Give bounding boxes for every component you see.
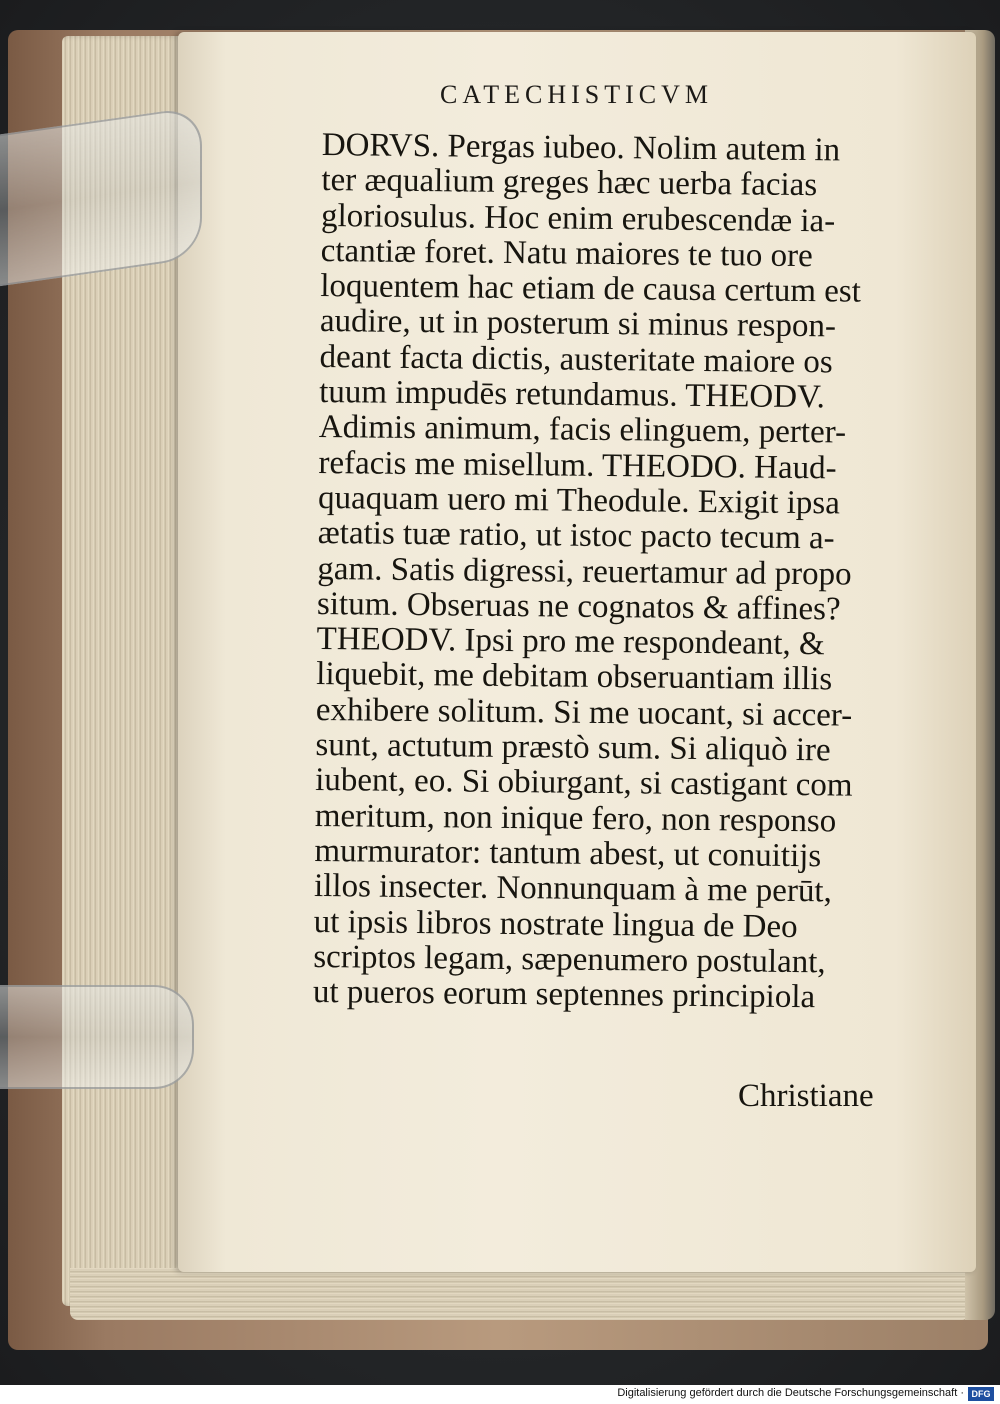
text-line: scriptos legam, sæpenumero postulant, <box>313 938 826 981</box>
text-line: ætatis tuæ ratio, ut istoc pacto tecum a- <box>317 515 835 557</box>
text-line: gam. Satis digressi, reuertamur ad propo <box>317 550 852 593</box>
text-line: illos insecter. Nonnunquam à me perūt, <box>313 868 833 910</box>
text-line: refacis me misellum. THEODO. Haud- <box>318 444 837 487</box>
text-line: ut ipsis libros nostrate lingua de Deo <box>313 903 798 945</box>
text-line: murmurator: tantum abest, ut conuitijs <box>314 832 822 875</box>
catchword: Christiane <box>738 1078 874 1114</box>
text-line: liquebit, me debitam obseruantiam illis <box>316 656 833 698</box>
body-text <box>313 128 942 1017</box>
text-line: ctantiæ foret. Natu maiores te tuo ore <box>320 232 813 275</box>
text-line: DORVS. Pergas iubeo. Nolim autem in <box>321 127 841 169</box>
running-head: CATECHISTICVM <box>440 80 714 109</box>
text-line: situm. Obseruas ne cognatos & affines? <box>316 585 841 628</box>
text-line: sunt, actutum præstò sum. Si aliquò ire <box>315 727 831 769</box>
text-line: meritum, non inique fero, non responso <box>314 797 837 840</box>
dfg-logo: DFG <box>968 1387 994 1401</box>
text-line: quaquam uero mi Theodule. Exigit ipsa <box>317 479 841 522</box>
text-line: iubent, eo. Si obiurgant, si castigant com <box>314 762 853 804</box>
plastic-clip-bottom <box>0 985 194 1089</box>
text-line: gloriosulus. Hoc enim erubescendæ ia- <box>320 197 836 239</box>
text-line: ter æqualium greges hæc uerba facias <box>321 162 818 204</box>
text-line: deant facta dictis, austeritate maiore os <box>319 338 833 381</box>
text-line: THEODV. Ipsi pro me respondeant, & <box>316 621 825 663</box>
text-line: exhibere solitum. Si me uocant, si accer- <box>315 691 853 734</box>
text-line: tuum impudēs retundamus. THEODV. <box>319 374 826 416</box>
plastic-clip-top <box>0 106 202 286</box>
text-line: Adimis animum, facis elinguem, perter- <box>318 409 847 451</box>
footer-bar <box>0 1385 1000 1404</box>
text-line: ut pueros eorum septennes principiola <box>312 974 816 1016</box>
page-edges-bottom <box>70 1268 970 1320</box>
text-line: audire, ut in posterum si minus respon- <box>319 303 837 345</box>
footer-credit: Digitalisierung gefördert durch die Deutsche Forschungsgemeinschaft · <box>617 1387 964 1399</box>
text-line: loquentem hac etiam de causa certum est <box>320 268 862 310</box>
